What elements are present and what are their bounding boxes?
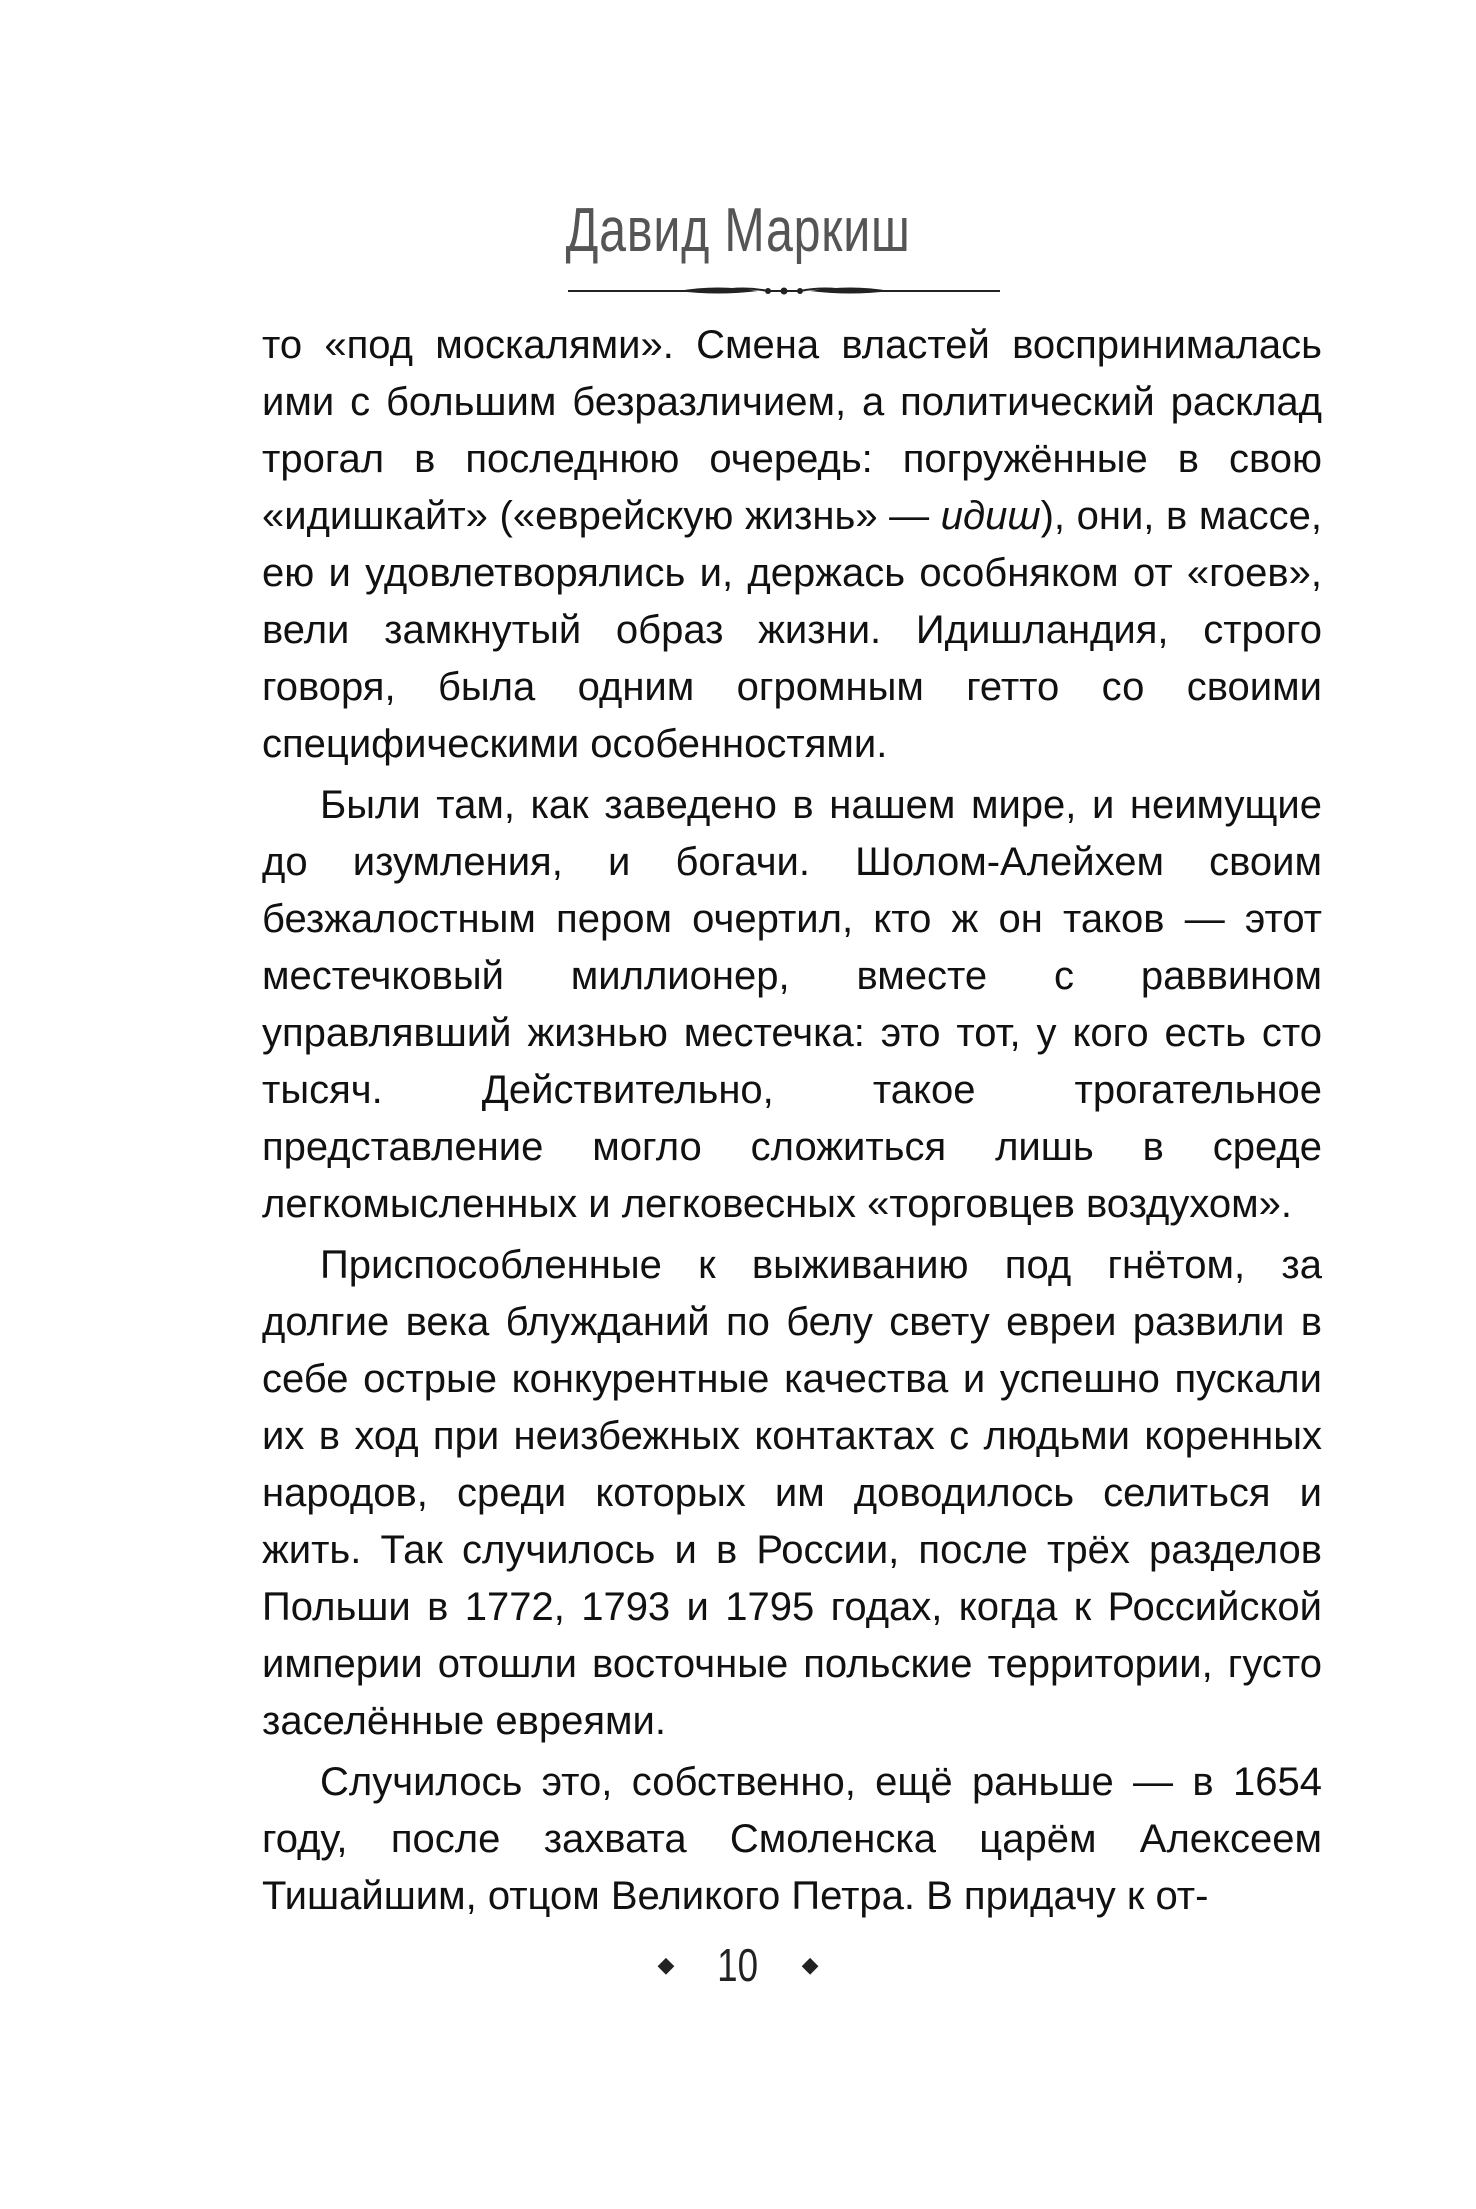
page-number: 10 xyxy=(717,1939,759,1991)
header-ornament xyxy=(568,282,1000,300)
ornament-dot xyxy=(781,288,788,295)
header-author: Давид Маркиш xyxy=(565,196,911,265)
paragraph: Случилось это, собственно, ещё раньше — в 1654 году, после захвата Смоленска царём Алексеем Тишайшим, отцом Великого Петра. В придачу к от- xyxy=(262,1760,1322,1918)
paragraph: Приспособленные к выживанию под гнётом, за долгие века блужданий по белу свету евреи развили в себе острые конкурентные качества и успешно пускали их в ход при неизбежных контактах с людьми коренных народов, среди которых им доводилось селиться и жить. Так случилось и в России, после трёх разделов Польши в 1772, 1793 и 1795 годах, когда к Российской империи отошли восточные польские территории, густо заселённые евреями. xyxy=(262,1243,1322,1743)
paragraph-text: ), они, в массе, ею и удовлетворялись и, держась особняком от «гоев», вели замкнутый образ жизни. Идишландия, строго говоря, была одним огромным гетто со своими специфическими особенностями. xyxy=(262,494,1322,766)
paragraph-italic: идиш xyxy=(940,494,1041,538)
folio-diamond-icon: ◆ xyxy=(801,1951,819,1977)
page-footer xyxy=(0,1938,1476,1992)
paragraph xyxy=(262,317,1322,773)
paragraph: Были там, как заведено в нашем мире, и неимущие до изумления, и богачи. Шолом-Алейхем своим безжалостным пером очертил, кто ж он таков — этот местечковый миллионер, вместе с раввином управлявший жизнью местечка: это тот, у кого есть сто тысяч. Действительно, такое трогательное представление могло сложиться лишь в среде легкомысленных и легковесных «торговцев воздухом». xyxy=(262,783,1322,1226)
ornament-dot xyxy=(765,288,771,294)
ornament-dot xyxy=(797,288,803,294)
running-header xyxy=(0,195,1476,266)
paragraph-text: то «под москалями». Смена властей воспринималась ими с большим безразличием, а политический расклад трогал в последнюю очередь: погружённые в свою «идишкайт» («еврейскую жизнь» — xyxy=(262,323,1322,538)
body-text xyxy=(262,317,1322,1929)
folio-diamond-icon: ◆ xyxy=(657,1951,675,1977)
